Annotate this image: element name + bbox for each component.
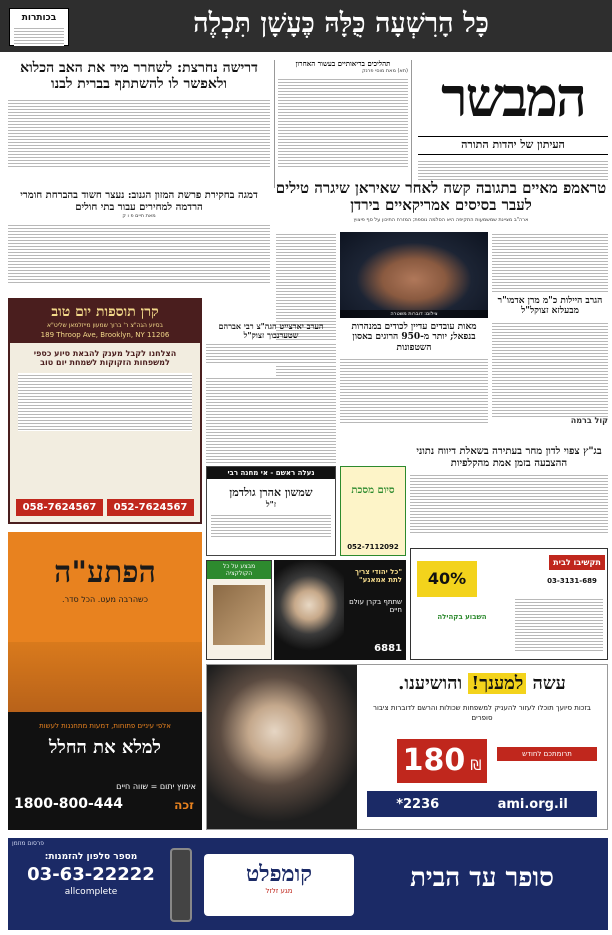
furniture-ad-label: מבצע על כל הקולקציה: [207, 561, 271, 579]
classifieds-offer: 40%: [417, 561, 477, 597]
top-story-2: [274, 60, 412, 188]
story-bagatz-headline: בג"ץ צפוי לדון מחר בעתירה בשאלת דיווח נתוני ההצבעה בזמן אמת מהקלפיות: [416, 446, 602, 469]
siyum-ad-title: סיום מסכת: [351, 485, 395, 496]
ami-ad: [206, 664, 608, 830]
masthead-logo: המבשר: [441, 65, 585, 129]
haftaah-ad: [8, 532, 202, 830]
ami-footer: [367, 791, 597, 817]
haftaah-tag: אימוץ יתום = שווה חיים: [116, 782, 196, 791]
mourning-ad-title: נעלה ראשם - אי מחנה רבי: [207, 467, 335, 479]
story-yahrzeit: [206, 322, 336, 372]
footer-label: פרסום מוזמן: [12, 840, 45, 847]
ami-amount: 180: [402, 743, 466, 778]
ami-currency: ₪: [470, 758, 482, 774]
lead-headline: טראמפ מאיים בתגובה קשה לאחר שאיראן שיגרה טילים לעבר בסיסים אמריקאיים בירדן: [275, 179, 607, 215]
ami-code: *2236: [396, 796, 440, 812]
ami-body: בזכות סיועך תוכלו לעזור להעניק למשפחות שכולות והרשם לדוברות ציבור סופרים: [373, 704, 591, 722]
siyum-ad-phone: 052-7112092: [347, 543, 399, 551]
footer-ad: [8, 838, 608, 930]
story-bagatz: [410, 446, 608, 546]
siyum-ad: [340, 466, 406, 556]
footer-phone-block: [16, 852, 166, 897]
phone-icon: [170, 848, 192, 922]
rabbi-ad: [274, 560, 406, 660]
footer-slogan: סופר עד הבית: [410, 863, 554, 893]
lead-photo: [340, 232, 488, 318]
story-belz-headline: הגרב היילות כ"מ מרן אדמו"ר מבעלזא זצוקל"ל: [497, 296, 603, 317]
mourning-ad: [206, 466, 336, 556]
top-banner: [0, 0, 612, 52]
ami-amount-box: [397, 739, 487, 783]
story-nepal-headline: מאות עובדים עדיין לכודים במנהרות בנפאל; יותר מ-950 הרוגים באסון השטפונות: [351, 322, 477, 353]
top-story-1-headline: דרישה נחרצת: לשחרר מיד את האב הכלוא ולאפשר לו להשתתף בברית לבנו: [20, 60, 258, 93]
rabbi-ad-code: 6881: [374, 643, 402, 654]
kerem-ad-address: 189 Throop Ave, Brooklyn, NY 11206: [40, 331, 170, 340]
rabbi-ad-line1: "כל יהודי צריך לתת אמאנע": [354, 568, 402, 584]
kerem-ad: [8, 298, 202, 524]
ami-headline-3: והושיענו.: [398, 673, 463, 694]
top-story-2-byline: (תא) מאת מוסי פרנק: [362, 68, 408, 75]
kerem-phone-1: 058-7624567: [16, 499, 103, 516]
haftaah-logo: זכה: [174, 798, 194, 812]
ami-amount-note: תרומתכם לחודש: [497, 747, 597, 761]
mourning-ad-name: שמשון אהרן גולדמן: [229, 486, 313, 499]
classifieds-phone: 03-3131-689: [547, 577, 597, 585]
haftaah-phone: 1800-800-444: [14, 796, 124, 812]
edition-logo-text: בכותרות: [21, 13, 57, 23]
classifieds-title: תקשיבו לבית: [549, 555, 605, 570]
story-belz: [492, 296, 608, 446]
kerem-ad-title: קרן תוספות יום טוב: [51, 304, 159, 320]
story-nepal: [340, 322, 488, 432]
classifieds-ad: [410, 548, 608, 660]
footer-site: allcomplete: [64, 887, 118, 897]
haftaah-hand: למלא את החלל: [49, 737, 161, 758]
rabbi-ad-line2: שתתף בקרן עולם חיים: [349, 598, 402, 614]
top-story-3-byline: מאת חיים פ ו ק: [122, 213, 156, 219]
footer-brand-sub: מגע זלזל: [265, 887, 293, 896]
kerem-phone-2: 052-7624567: [107, 499, 194, 516]
classifieds-small: השבוע בקהילה: [437, 613, 487, 621]
kerem-ad-body: הצלחנו לקבל מענק להבאת סיוע כספי למשפחות הזקוקות לשמחת יום טוב: [33, 349, 177, 368]
edition-logo: [9, 8, 69, 46]
footer-brand-block: [204, 854, 354, 916]
masthead: [418, 60, 608, 178]
masthead-tagline: העיתון של יהדות התורה: [418, 136, 608, 155]
top-story-2-headline: תהליכים בריאותיים בעשור האחרון: [295, 59, 391, 68]
top-story-1: [8, 60, 270, 188]
ami-headline: [367, 673, 597, 694]
lead-sub: ארה"ב מציינת שמשמעות התקיפה היא הסלמה נוספת; המזרח התיכון על סף פיצוץ: [353, 216, 529, 223]
left-column-text: [206, 376, 336, 464]
kerem-ad-phones: [16, 499, 194, 516]
haftaah-sub: כשהרבה מעט. הכל סדר.: [62, 594, 148, 604]
top-story-3: [8, 190, 270, 290]
story-yahrzeit-headline: הערב יארצייט הגה"צ רבי אברהם שטערנבוך זצוק"ל: [218, 321, 324, 341]
footer-text: מספר סלפון להזמנות:: [44, 852, 138, 862]
banner-title: כָּל הָרִשְׁעָה כֻּלָּהּ כֶּעָשָׁן תִּכְלֶה: [193, 8, 489, 39]
footer-brand: קומפלט: [246, 861, 312, 887]
mourning-ad-label: ז"ל: [265, 498, 277, 509]
kerem-ad-sub: בסיוע הגה"צ ר' ברוך שמעון מייזלמאן שליט"א: [47, 322, 163, 330]
lead-body: [492, 232, 608, 292]
haftaah-title: הפתע"ה: [54, 555, 156, 590]
ami-site[interactable]: ami.org.il: [497, 796, 568, 812]
story-belz-byline: קול ברמה: [570, 415, 608, 425]
lead-story: [274, 180, 608, 230]
ami-headline-2: למענך!: [468, 673, 526, 694]
haftaah-slogan: אלפי עיניים פתוחות, דמעות מתחננות לעשות: [39, 722, 171, 730]
top-story-3-headline: דמגה בחקירת פרשת המזון הגנוב: נעצר חשוד בהברחת חומרי הרדמה למחירים עבור בתי חולים: [20, 190, 258, 213]
lead-photo-caption: צילום: דוברות משטרה: [340, 310, 488, 318]
ami-headline-1: עשה: [532, 673, 566, 694]
footer-phone: 03-63-22222: [27, 864, 155, 885]
furniture-ad: [206, 560, 272, 660]
